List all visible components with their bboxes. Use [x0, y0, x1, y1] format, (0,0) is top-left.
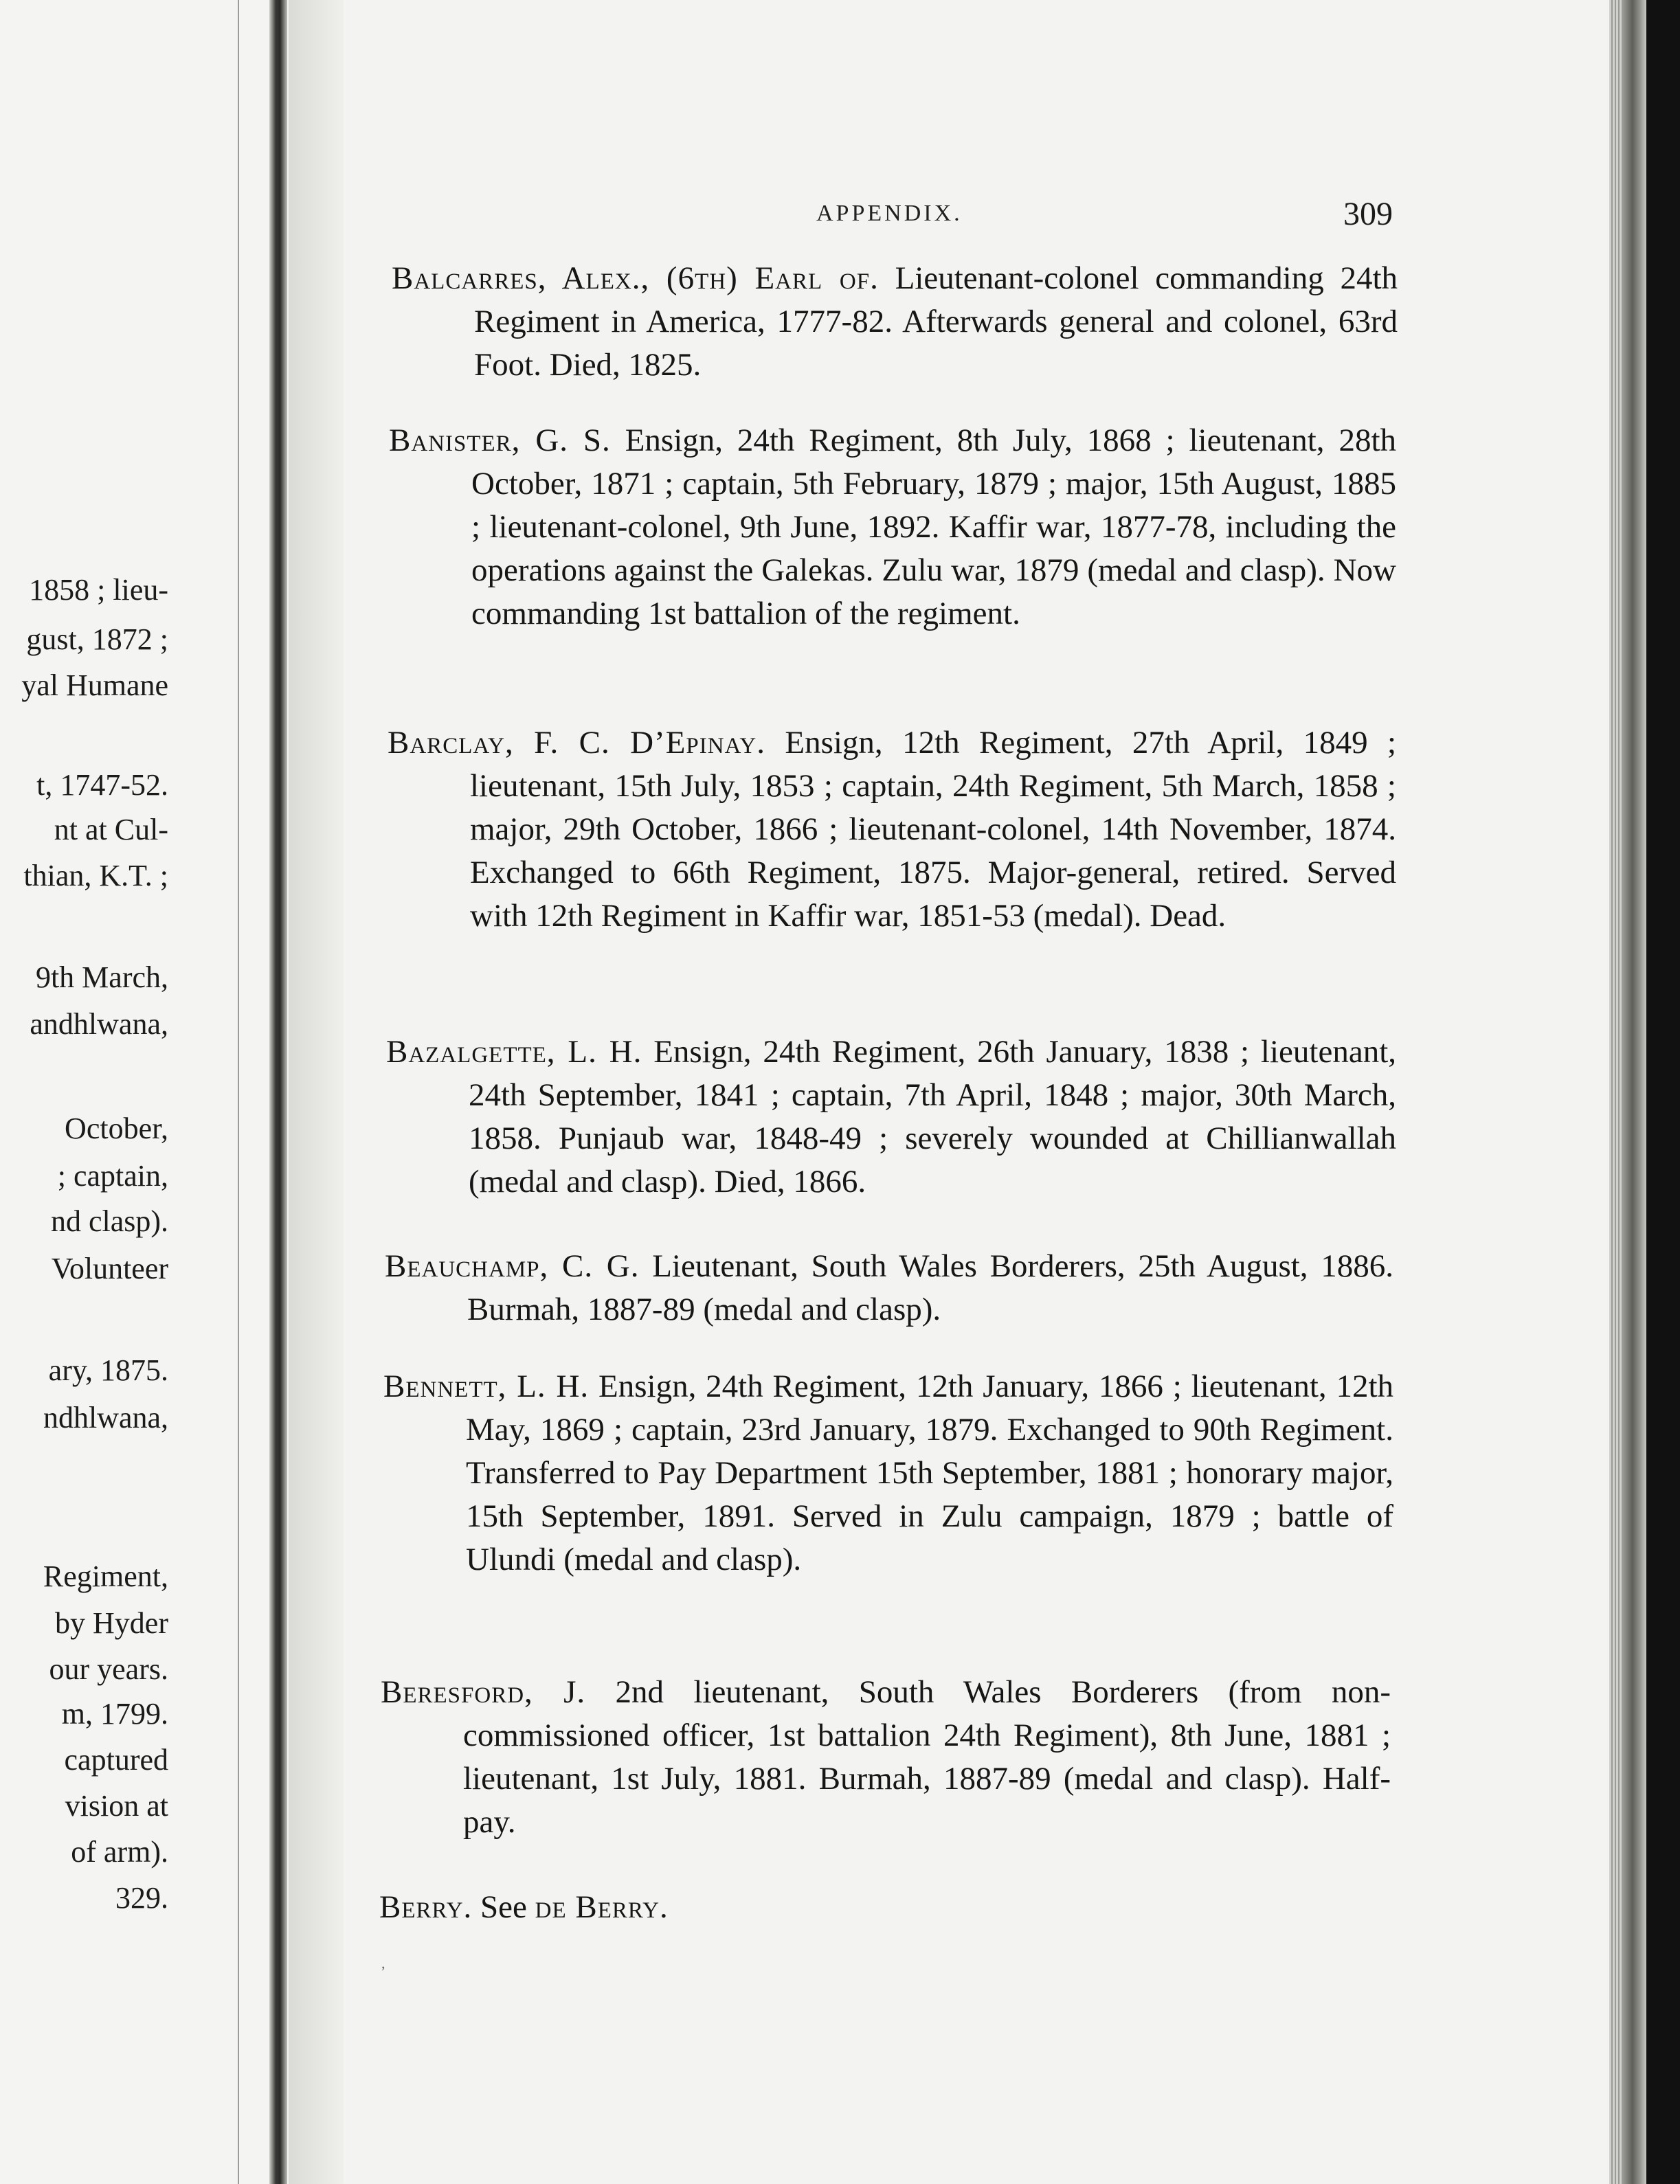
left-text-line: by Hyder [55, 1606, 168, 1640]
left-text-line: 1858 ; lieu- [29, 573, 168, 607]
left-text-line: nd clasp). [50, 1204, 168, 1238]
appendix-entry [388, 721, 1397, 938]
entry-name: Bennett, L. H. [383, 1369, 590, 1404]
entry-text: 2nd lieutenant, South Wales Borderers (from non-commissioned officer, 1st battalion 24th Regiment), 8th June, 1881 ; lieutenant, 1st July, 1881. Burmah, 1887-89 (medal and clasp). Half-pay. [463, 1674, 1391, 1840]
left-text-line: m, 1799. [61, 1697, 168, 1731]
page-number: 309 [1343, 196, 1393, 232]
left-text-line: ; captain, [57, 1159, 168, 1193]
cross-reference-target: de Berry. [535, 1889, 669, 1925]
running-head: APPENDIX. [816, 201, 963, 226]
page-edge-lines [1609, 0, 1623, 2184]
entry-name: Balcarres, Alex., (6th) Earl of. [392, 260, 879, 296]
left-text-line: 329. [115, 1881, 168, 1915]
appendix-entry [386, 1031, 1396, 1204]
left-text-line: ary, 1875. [48, 1353, 168, 1387]
entry-name: Barclay, F. C. D’Epinay. [388, 725, 765, 761]
appendix-entry [389, 419, 1397, 635]
stray-mark: , [381, 1955, 385, 1972]
left-page-fragment [0, 0, 278, 2184]
entry-text: Lieutenant-colonel commanding 24th Regiment in America, 1777-82. Afterwards general and colonel, 63rd Foot. Died, 1825. [474, 260, 1398, 383]
entry-name: Bazalgette, L. H. [386, 1034, 642, 1070]
scan-border [1646, 0, 1680, 2184]
book-gutter [269, 0, 287, 2184]
entry-text: Ensign, 12th Regiment, 27th April, 1849 ; lieutenant, 15th July, 1853 ; captain, 24th Regiment, 5th March, 1858 ; major, 29th October, 1866 ; lieutenant-colonel, 14th November, 1874. Exchanged to 66th Regiment, 1875. Major-general, retired. Served with 12th Regiment in Kaffir war, 1851-53 (medal). Dead. [470, 725, 1397, 934]
cross-reference-entry [379, 1886, 1389, 1929]
left-text-line: thian, K.T. ; [23, 859, 168, 892]
appendix-entry [385, 1245, 1394, 1331]
left-text-line: 9th March, [35, 960, 168, 994]
entry-name: Beresford, J. [381, 1674, 586, 1710]
appendix-entry [392, 257, 1398, 387]
see-text: See [480, 1889, 527, 1925]
left-text-line: October, [65, 1112, 168, 1145]
left-text-line: captured [64, 1743, 168, 1777]
appendix-entry [381, 1671, 1391, 1844]
left-text-line: of arm). [71, 1835, 168, 1869]
appendix-entry [383, 1365, 1394, 1581]
entry-name: Banister, G. S. [389, 423, 611, 458]
left-text-line: t, 1747-52. [36, 768, 168, 802]
entry-text: Lieutenant, South Wales Borderers, 25th August, 1886. Burmah, 1887-89 (medal and clasp). [467, 1248, 1394, 1327]
left-text-line: ndhlwana, [43, 1401, 168, 1434]
entry-text: Ensign, 24th Regiment, 26th January, 1838 ; lieutenant, 24th September, 1841 ; captain, 7th April, 1848 ; major, 30th March, 1858. Punjaub war, 1848-49 ; severely wounded at Chillianwallah (medal and clasp). Died, 1866. [469, 1034, 1396, 1200]
left-text-line: nt at Cul- [54, 813, 168, 846]
book-edge [1623, 0, 1646, 2184]
left-text-line: Regiment, [43, 1560, 168, 1593]
page-crease-shadow [289, 0, 344, 2184]
left-text-line: gust, 1872 ; [26, 622, 168, 656]
entry-name: Beauchamp, C. G. [385, 1248, 640, 1284]
entry-text: Ensign, 24th Regiment, 8th July, 1868 ; lieutenant, 28th October, 1871 ; captain, 5th February, 1879 ; major, 15th August, 1885 ; lieutenant-colonel, 9th June, 1892. Kaffir war, 1877-78, including the operations against the Galekas. Zulu war, 1879 (medal and clasp). Now commanding 1st battalion of the regiment. [471, 423, 1397, 631]
entry-text: Ensign, 24th Regiment, 12th January, 1866 ; lieutenant, 12th May, 1869 ; captain, 23rd January, 1879. Exchanged to 90th Regiment. Transferred to Pay Department 15th September, 1881 ; honorary major, 15th September, 1891. Served in Zulu campaign, 1879 ; battle of Ulundi (medal and clasp). [466, 1369, 1394, 1577]
left-text-line: vision at [65, 1789, 168, 1823]
gutter-hairline [238, 0, 239, 2184]
left-text-line: Volunteer [51, 1252, 168, 1285]
entry-name: Berry. [379, 1889, 473, 1925]
left-text-line: andhlwana, [30, 1007, 168, 1041]
left-text-line: our years. [49, 1652, 168, 1686]
left-text-line: yal Humane [21, 668, 168, 702]
